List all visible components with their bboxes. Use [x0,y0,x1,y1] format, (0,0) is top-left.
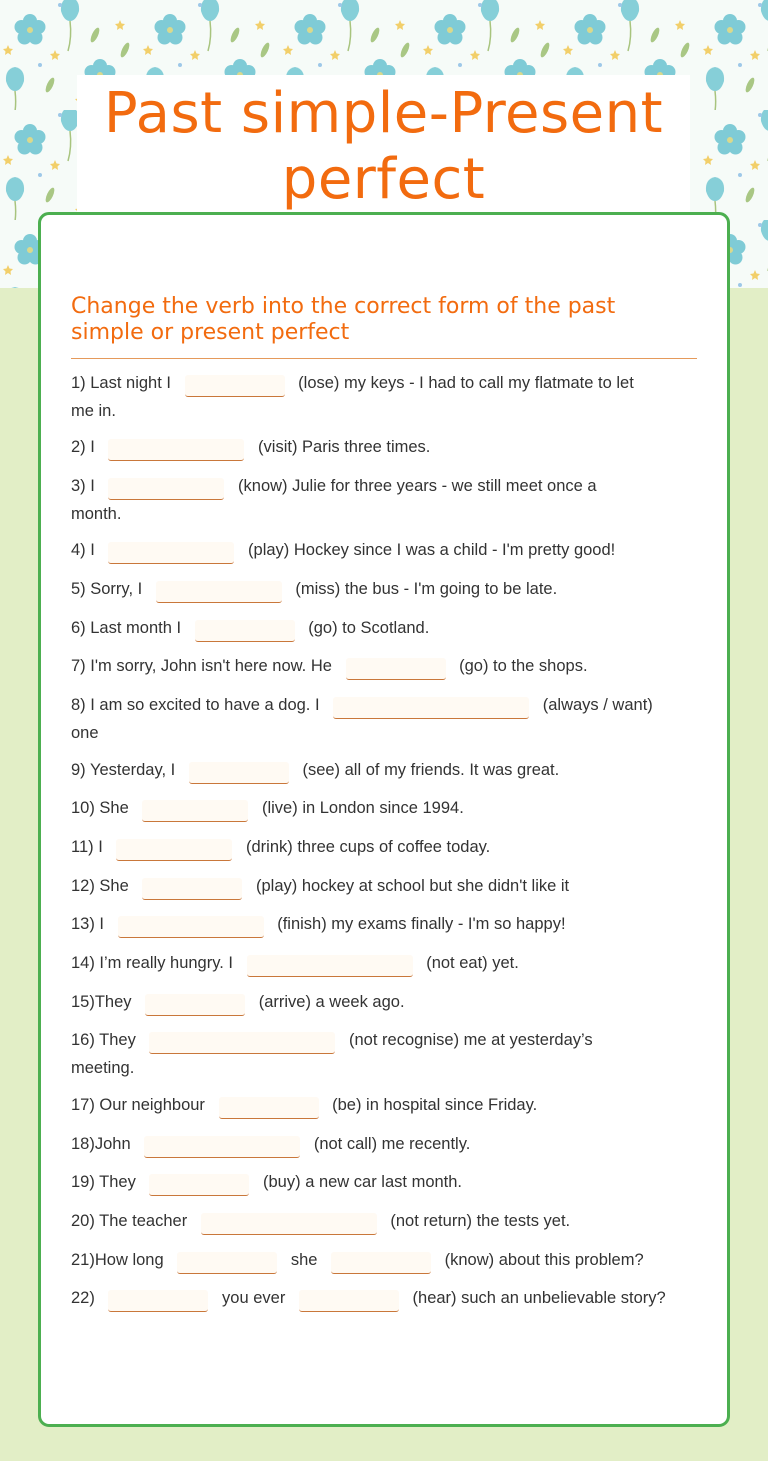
exercise-row-18 [71,1130,470,1158]
exercise-row-1 [71,369,634,397]
exercise-prompt: 14) I’m really hungry. I [71,954,234,972]
exercise-continuation-3: month. [71,505,122,523]
answer-input-21b[interactable] [331,1252,431,1274]
exercise-prompt: 16) They [71,1031,136,1049]
exercise-prompt: 15)They [71,993,132,1011]
answer-input-7[interactable] [346,658,446,680]
answer-input-2[interactable] [108,439,244,461]
exercise-prompt: 1) Last night I [71,374,171,392]
exercise-rest: (drink) three cups of coffee today. [245,838,491,856]
answer-input-19[interactable] [149,1174,249,1196]
exercise-row-5 [71,575,557,603]
exercise-rest: (not recognise) me at yesterday’s [349,1031,593,1049]
exercise-prompt: 17) Our neighbour [71,1096,205,1114]
exercise-row-17 [71,1091,537,1119]
exercise-rest: (live) in London since 1994. [261,799,464,817]
exercise-rest: (go) to the shops. [459,657,588,675]
exercise-row-20 [71,1207,570,1235]
exercise-row-19 [71,1168,462,1196]
exercise-row-8 [71,691,653,719]
exercise-prompt: 5) Sorry, I [71,580,143,598]
exercise-prompt: 8) I am so excited to have a dog. I [71,696,320,714]
exercise-row-21 [71,1246,644,1274]
exercise-middle: you ever [222,1289,286,1307]
answer-input-16[interactable] [149,1032,335,1054]
exercise-rest: (know) about this problem? [444,1251,644,1269]
answer-input-9[interactable] [189,762,289,784]
exercise-rest: (not call) me recently. [313,1135,471,1153]
exercise-prompt: 7) I'm sorry, John isn't here now. He [71,657,332,675]
answer-input-11[interactable] [116,839,232,861]
exercise-row-3 [71,472,597,500]
exercise-prompt: 22) [71,1289,95,1307]
exercise-row-22 [71,1284,666,1312]
answer-input-18[interactable] [144,1136,300,1158]
exercise-row-16 [71,1026,593,1054]
title-panel [77,75,690,215]
answer-input-21a[interactable] [177,1252,277,1274]
answer-input-22b[interactable] [299,1290,399,1312]
answer-input-12[interactable] [142,878,242,900]
answer-input-20[interactable] [201,1213,377,1235]
exercise-prompt: 19) They [71,1173,136,1191]
page-title [77,81,690,213]
exercise-continuation-1: me in. [71,402,116,420]
exercise-continuation-16: meeting. [71,1059,135,1077]
exercise-rest: (not return) the tests yet. [390,1212,571,1230]
exercise-prompt: 21)How long [71,1251,164,1269]
exercise-row-12 [71,872,569,900]
answer-input-14[interactable] [247,955,413,977]
exercise-rest: (finish) my exams finally - I'm so happy! [277,915,566,933]
exercise-rest: (buy) a new car last month. [263,1173,463,1191]
exercise-prompt: 18)John [71,1135,131,1153]
exercise-prompt: 11) I [71,838,103,856]
divider [71,358,697,359]
exercise-rest: (go) to Scotland. [308,619,430,637]
exercise-row-7 [71,652,588,680]
answer-input-4[interactable] [108,542,234,564]
exercise-prompt: 3) I [71,477,95,495]
exercise-rest: (play) Hockey since I was a child - I'm pretty good! [248,541,616,559]
exercise-prompt: 2) I [71,438,95,456]
exercise-prompt: 4) I [71,541,95,559]
exercise-rest: (be) in hospital since Friday. [332,1096,538,1114]
answer-input-6[interactable] [195,620,295,642]
answer-input-1[interactable] [185,375,285,397]
answer-input-15[interactable] [145,994,245,1016]
exercise-prompt: 13) I [71,915,105,933]
exercise-row-15 [71,988,405,1016]
exercise-row-9 [71,756,559,784]
exercise-rest: (always / want) [542,696,653,714]
answer-input-10[interactable] [142,800,248,822]
answer-input-13[interactable] [118,916,264,938]
exercise-row-10 [71,794,464,822]
page-title-line-2: perfect [281,147,486,212]
exercise-prompt: 12) She [71,877,129,895]
exercise-row-2 [71,433,430,461]
exercise-row-13 [71,910,566,938]
answer-input-22a[interactable] [108,1290,208,1312]
exercise-rest: (play) hockey at school but she didn't like it [255,877,570,895]
exercise-rest: (lose) my keys - I had to call my flatmate to let [298,374,634,392]
exercise-rest: (not eat) yet. [426,954,519,972]
exercise-continuation-8: one [71,724,99,742]
page-title-line-1: Past simple-Present [103,81,664,146]
exercise-row-6 [71,614,429,642]
exercise-rest: (see) all of my friends. It was great. [302,761,560,779]
exercise-rest: (miss) the bus - I'm going to be late. [295,580,558,598]
answer-input-8[interactable] [333,697,529,719]
answer-input-17[interactable] [219,1097,319,1119]
exercise-prompt: 10) She [71,799,129,817]
exercise-rest: (arrive) a week ago. [258,993,405,1011]
exercise-row-4 [71,536,615,564]
answer-input-3[interactable] [108,478,224,500]
instruction-heading: Change the verb into the correct form of the past simple or present perfect [71,294,616,345]
exercise-rest: (know) Julie for three years - we still meet once a [238,477,597,495]
exercise-middle: she [290,1251,318,1269]
exercise-rest: (hear) such an unbelievable story? [412,1289,666,1307]
answer-input-5[interactable] [156,581,282,603]
exercise-prompt: 6) Last month I [71,619,182,637]
exercise-prompt: 20) The teacher [71,1212,188,1230]
exercise-row-11 [71,833,490,861]
exercise-row-14 [71,949,519,977]
exercise-prompt: 9) Yesterday, I [71,761,176,779]
exercise-rest: (visit) Paris three times. [258,438,431,456]
